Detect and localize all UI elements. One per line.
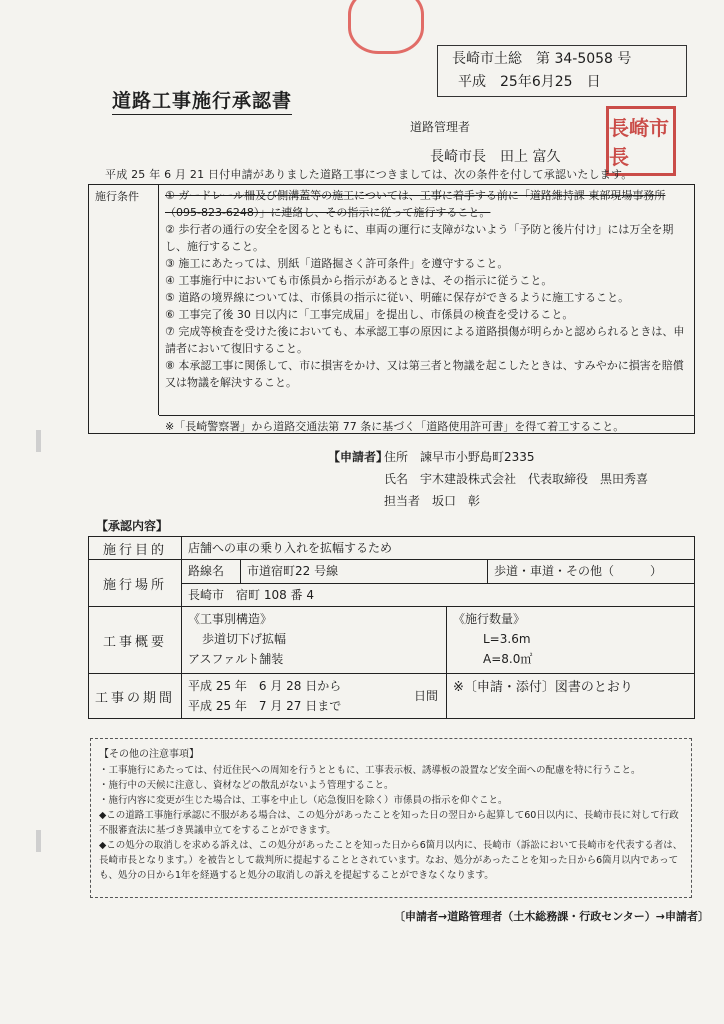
applicant-name: 宇木建設株式会社 代表取締役 黒田秀喜 [420, 472, 649, 486]
note-item: ・施行中の天候に注意し、資材などの散乱がないよう管理すること。 [99, 780, 394, 791]
approval-section-title: 【承認内容】 [96, 519, 169, 533]
number-suffix: 号 [617, 51, 632, 67]
address-label: 住所 [384, 450, 409, 464]
work-type-2: アスファルト舗装 [188, 652, 284, 666]
day: 25 [554, 74, 573, 90]
approval-table [88, 536, 695, 719]
period-days: 日間 [413, 689, 438, 703]
condition-item: ③ 施工にあたっては、別紙「道路掘さく許可条件」を遵守すること。 [165, 257, 509, 270]
work-qty-label: 《施行数量》 [453, 612, 526, 626]
work-qty-1: L=3.6m [483, 632, 531, 646]
office-code: 長崎市土総 [452, 51, 522, 67]
applicant-label: 【申請者】 [328, 450, 389, 464]
applicant-address: 諫早市小野島町2335 [420, 450, 535, 464]
conditions-label: 施行条件 [89, 185, 159, 415]
document-number-box [437, 45, 687, 97]
number-prefix: 第 [536, 51, 550, 67]
day-unit: 日 [586, 74, 601, 90]
route-label: 路線名 [182, 560, 241, 583]
condition-item: ⑤ 道路の境界線については、市係員の指示に従い、明確に保存ができるように施工すること。 [165, 291, 630, 304]
year-unit: 年 [517, 74, 532, 90]
condition-item: ① ガードレール柵及び側溝蓋等の施工については、工事に着手する前に「道路維持課 東部現場事務所（095-823-6248）」に連絡し、その指示に従って施行すること。 [165, 189, 666, 219]
document-title: 道路工事施行承認書 [112, 86, 292, 115]
conditions-list [165, 187, 689, 391]
notes-heading: 【その他の注意事項】 [99, 749, 199, 760]
note-item: ・工事施行にあたっては、付近住民への周知を行うとともに、工事表示板、誘導板の設置など安全面への配慮を特に行うこと。 [99, 765, 641, 776]
work-type-label: 《工事別構造》 [188, 612, 273, 626]
notes-box [90, 738, 692, 898]
condition-item: ② 歩行者の通行の安全を図るとともに、車両の運行に支障がないよう「予防と後片付け」には万全を期し、施行すること。 [165, 223, 674, 253]
note-item: ◆この処分の取消しを求める訴えは、この処分があったことを知った日から6箇月以内に、長崎市（訴訟において長崎市を代表する者は、長崎市長となります。）を被告として裁判所に提起することとされています。なお、処分があったことを知った日から6箇月以内であっても、処分の日から1年を経過すると処分の取消しの訴えを提起することができなくなります。 [99, 840, 683, 881]
applicant-contact: 坂口 彰 [432, 494, 481, 508]
month-unit: 月 [540, 74, 555, 90]
contact-label: 担当者 [384, 494, 421, 508]
binder-hole [36, 430, 41, 452]
month: 6 [531, 74, 541, 90]
intro-text: 平成 25 年 6 月 21 日付申請がありました道路工事につきましては、次の条件を付して承認いたします。 [105, 168, 633, 181]
conditions-box [88, 184, 695, 434]
top-stamp [348, 0, 424, 54]
road-type: 歩道・車道・その他（ ） [494, 564, 663, 578]
work-label: 工事概要 [89, 607, 182, 673]
issuer-role: 道路管理者 [410, 120, 471, 134]
period-reference: ※〔申請・添付〕図書のとおり [453, 680, 633, 695]
note-item: ・施行内容に変更が生じた場合は、工事を中止し（応急復旧を除く）市係員の指示を仰ぐこと。 [99, 795, 508, 806]
place-label: 施行場所 [89, 560, 182, 606]
period-from: 平成 25 年 6 月 28 日から [188, 679, 342, 693]
condition-item: ⑦ 完成等検査を受けた後においても、本承認工事の原因による道路損傷が明らかと認められるときは、申請者において復旧すること。 [165, 325, 685, 355]
work-qty-2: A=8.0㎡ [483, 652, 533, 666]
condition-item: ④ 工事施行中においても市係員から指示があるときは、その指示に従うこと。 [165, 274, 553, 287]
period-label: 工事の期間 [89, 674, 182, 718]
place-address: 長崎市 宿町 108 番 4 [188, 588, 314, 602]
route-value: 市道宿町22 号線 [241, 560, 488, 583]
routing-footer: 〔申請者→道路管理者（土木総務課・行政センター）→申請者〕 [394, 910, 709, 923]
official-seal: 長崎市長 [606, 106, 676, 176]
name-label: 氏名 [384, 472, 409, 486]
binder-hole [36, 830, 41, 852]
conditions-note: ※「長崎警察署」から道路交通法第 77 条に基づく「道路使用許可書」を得て着工すること。 [159, 415, 694, 433]
document-number: 34-5058 [554, 51, 613, 67]
year: 25 [500, 74, 518, 90]
condition-item: ⑥ 工事完了後 30 日以内に「工事完成届」を提出し、市係員の検査を受けること。 [165, 308, 574, 321]
issuer-name: 長崎市長 田上 富久 [430, 149, 561, 165]
applicant-block [328, 446, 648, 512]
purpose-label: 施行目的 [89, 537, 182, 559]
purpose-value: 店舗への車の乗り入れを拡幅するため [188, 541, 393, 555]
condition-item: ⑧ 本承認工事に関係して、市に損害をかけ、又は第三者と物議を起こしたときは、すみやかに損害を賠償 又は物議を解決すること。 [165, 359, 684, 389]
era: 平成 [458, 74, 486, 90]
period-to: 平成 25 年 7 月 27 日まで [188, 699, 342, 713]
note-item: ◆この道路工事施行承認に不服がある場合は、この処分があったことを知った日の翌日から起算して60日以内に、長崎市長に対して行政不服審査法に基づき異議申立てをすることができます。 [99, 810, 679, 836]
work-type-1: 歩道切下げ拡幅 [202, 632, 287, 646]
